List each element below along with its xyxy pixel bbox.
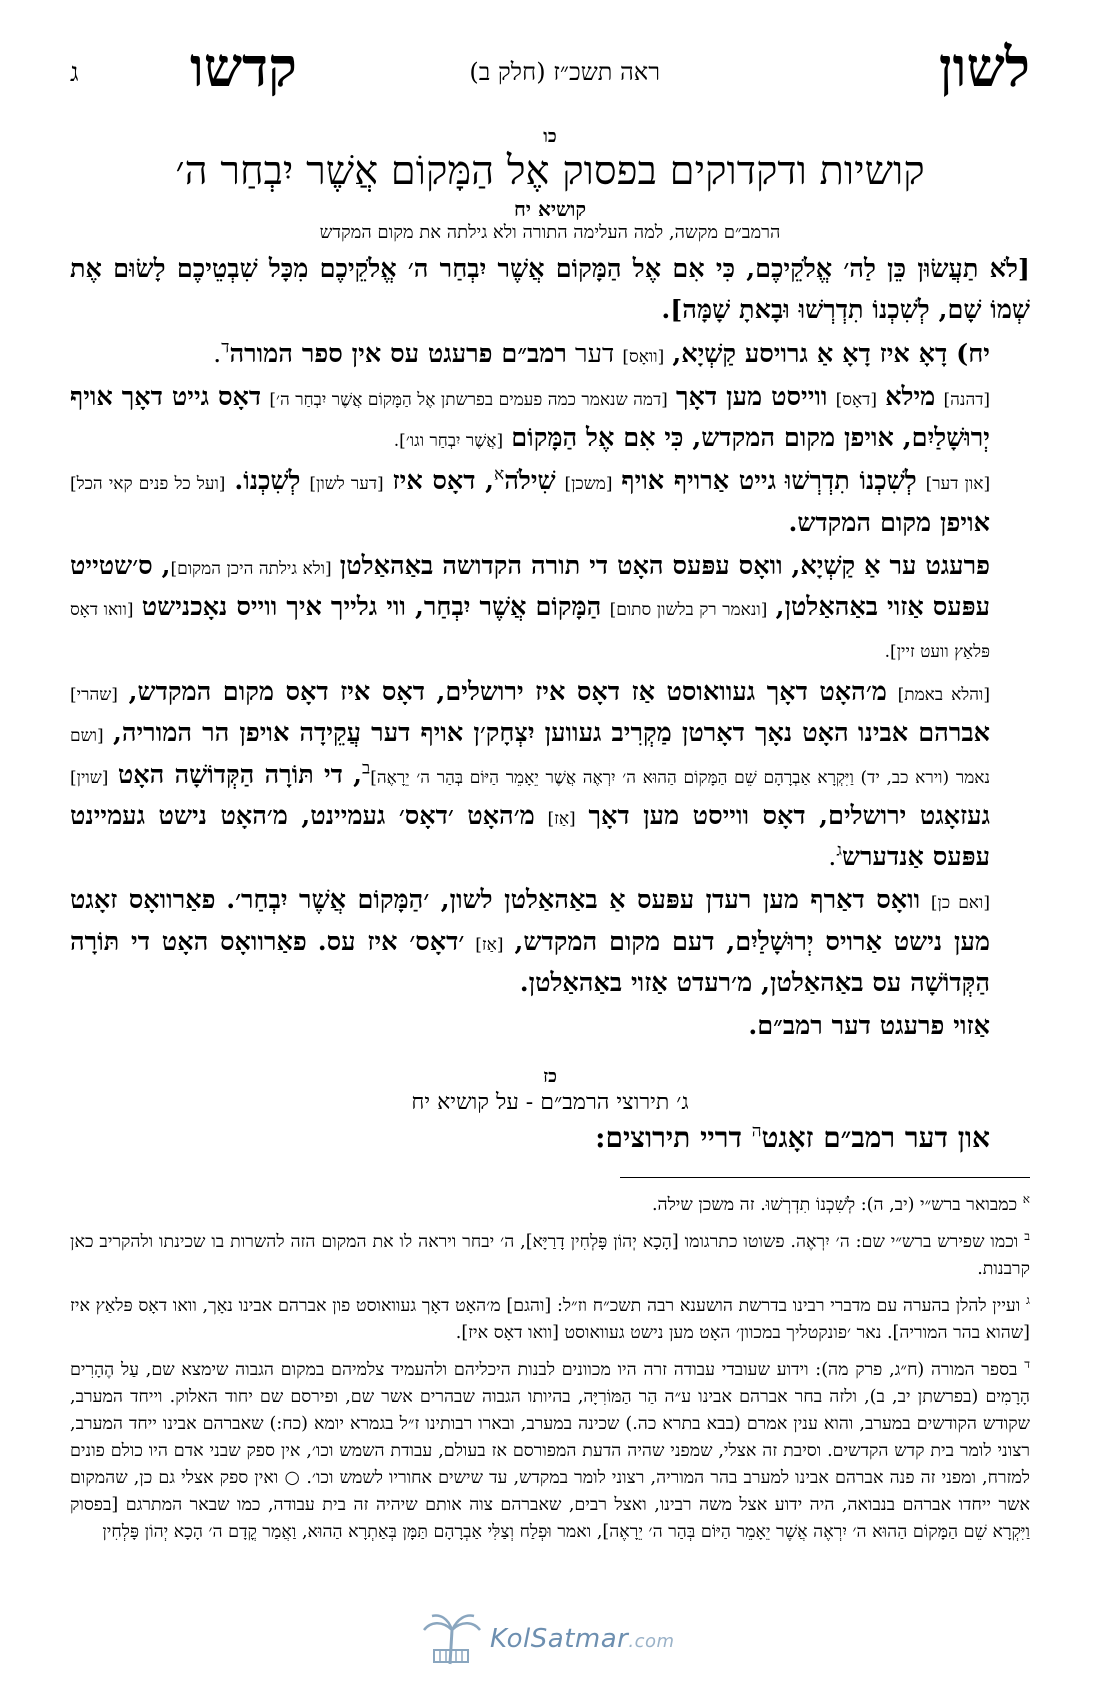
- paragraph-moriah: [והלא באמת] מ׳האָט דאָך געוואוסט אַז דאָס איז ירושלים, דאָס איז דאָס מקום המקדש, [שהרי] אברהם אבינו האָט נאָך דאָרטן מַקְרִיב געווען יִצְחָק׳ן אויף דער עֲקֵידָה אויפן הר המוריה, [ושם נאמר (וירא כב, יד) וַיִּקְרָא אַבְרָהָם שֵׁם הַמָּקוֹם הַהוּא ה׳ יִרְאֶה אֲשֶׁר יֵאָמֵר הַיּוֹם בְּהַר ה׳ יֵרָאֶה]$^ב$, די תּוֹרָה הַקְּדוֹשָׁה האָט [שוין] געזאָגט ירושלים, דאָס ווייסט מען דאָך [אַז] מ׳האָט ׳דאָס׳ געמיינט, מ׳האָט נישט געמיינט עפּעס אַנדערש$^ג$.: [70, 676, 991, 873]
- answer-line: און דער רמב״ם זאָגט$^ה$ דריי תירוצים:: [595, 1120, 990, 1154]
- paragraph-18: יח) דָאָ איז דָאָ אַ גרויסע קַשְׁיָא, [וואָס] דער רמב״ם פרעגט עס אין ספר המורה$^ד$.: [213, 337, 990, 369]
- watermark-text: KolSatmar.com: [490, 1624, 675, 1654]
- section2-title: ג׳ תירוצי הרמב״ם - על קושיא יח: [411, 1089, 689, 1115]
- header-lashon: לשון: [938, 35, 1030, 99]
- question-description: הרמב״ם מקשה, למה העלימה התורה ולא גילתה את מקום המקדש: [319, 222, 781, 243]
- section2-number: כז: [543, 1065, 557, 1087]
- running-header: [70, 35, 1030, 120]
- question-label: קושיא יח: [513, 197, 587, 221]
- main-text: [70, 249, 1030, 1048]
- paragraph-kashya: פרעגט ער אַ קַשְׁיָא, וואָס עפּעס האָט די תורה הקדושה באַהאַלטן [ולא גילתה היכן המקום], ס׳שטייט עפּעס אַזוי באַהאַלטן, [ונאמר רק בלשון סתום] הַמָּקוֹם אֲשֶׁר יִבְחַר, ווי גלייך איך ווייס נאָכנישט [וואו דאָס פּלאַץ וועט זיין].: [70, 551, 991, 662]
- kolsatmar-watermark: [410, 1610, 710, 1670]
- verse-text: [לֹא תַעֲשׂוּן כֵּן לַה׳ אֱלֹקֵיכֶם, כִּי אִם אֶל הַמָּקוֹם אֲשֶׁר יִבְחַר ה׳ אֱלֹקֵיכֶם מִכָּל שִׁבְטֵיכֶם לָשׂוּם אֶת שְׁמוֹ שָׁם, לְשִׁכְנוֹ תִדְרְשׁוּ וּבָאתָ שָׁמָּה].: [70, 254, 1030, 326]
- paragraph-closing: אַזוי פרעגט דער רמב״ם.: [748, 1011, 990, 1042]
- header-kodsho: קדשו: [190, 35, 297, 99]
- paragraph-hinei: [דהנה] מילא [דאָס] ווייסט מען דאָך [דמה שנאמר כמה פעמים בפרשתן אֶל הַמָּקוֹם אֲשֶׁר יִבְחַר ה׳] דאָס גייט דאָך אויף יְרוּשָׁלַיִם, אויפן מקום המקדש, כִּי אִם אֶל הַמָּקוֹם [אֲשֶׁר יִבְחַר וגו׳].: [70, 381, 991, 454]
- footnote-ref: ב: [362, 758, 371, 779]
- section-title: קושיות ודקדוקים בפסוק אֶל הַמָּקוֹם אֲשֶׁר יִבְחַר ה׳: [175, 148, 925, 194]
- footnote: $^א$ כמבואר ברש״י (יב, ה): לְשִׁכְנוֹ תִדְרְשׁוּ. זה משכן שילה.: [651, 1191, 1030, 1215]
- footnote-ref: א: [494, 464, 505, 485]
- page-number: ג: [70, 58, 79, 88]
- paragraph-shilo: [און דער] לְשִׁכְנוֹ תִדְרְשׁוּ גייט אַרויף אויף [משכן] שִׁילֹה$^א$, דאָס איז [דער לשון] לְשִׁכְנוֹ. [ועל כל פנים קאי הכל] אויפן מקום המקדש.: [70, 464, 991, 538]
- paragraph-conclusion: [ואם כן] וואָס דאַרף מען רעדן עפּעס אַ באַהאַלטן לשון, ׳הַמָּקוֹם אֲשֶׁר יִבְחַר׳. פאַרוואָס זאָגט מען נישט אַרויס יְרוּשָׁלַיִם, דעם מקום המקדש, [אַז] ׳דאָס׳ איז עס. פאַרוואָס האָט די תּוֹרָה הַקְּדוֹשָׁה עס באַהאַלטן, מ׳רעדט אַזוי באַהאַלטן.: [70, 885, 991, 999]
- palm-tree-logo-icon: [416, 1610, 486, 1666]
- footnote-ref: ג: [836, 840, 842, 861]
- footnote: $^ב$ וכמו שפירש ברש״י שם: ה׳ יִרְאֶה. פשוטו כתרגומו [הָכָא יְהוֹן פָּלְחִין דָרַיָּא], ה׳ יבחר ויראה לו את המקום הזה להשרות בו שכינתו ולהקריב כאן קרבנות.: [70, 1228, 1030, 1279]
- section-number: כו: [543, 126, 557, 147]
- verse-paragraph: [70, 249, 1030, 332]
- footnote-ref: ה: [751, 1121, 762, 1142]
- page: [70, 35, 1030, 1680]
- footnote-ref: ד: [221, 337, 230, 358]
- footnote: $^ג$ ועיין להלן בהערה עם מדברי רבינו בדרשת הושענא רבה תשכ״ח וז״ל: [והגם] מ׳האָט דאָך געוואוסט פון אברהם אבינו נאָך, וואו דאָס פּלאַץ איז [שהוא בהר המוריה]. נאר ׳פונקטליך במכוון׳ האָט מען נישט געוואוסט [וואו דאָס איז].: [70, 1292, 1030, 1343]
- header-parsha: ראה תשכ״ז (חלק ב): [469, 58, 660, 86]
- footnote: $^ד$ בספר המורה (ח״ג, פרק מה): וידוע שעובדי עבודה זרה היו מכוונים לבנות היכליהם ולהעמיד צלמיהם במקום הגבוה שימצא שם, עַל הֶהָרִים הָרָמִים (בפרשתן יב, ב), ולזה בחר אברהם אבינו ע״ה הַר הַמּוֹרִיָּה, בהיותו הגבוה שבהרים אשר שם, ופירסם שם יחוד האלוק. וייחד המערב, שקודש הקודשים במערב, והוא ענין אמרם (בבא בתרא כה.) שכינה במערב, ובארו רבותינו ז״ל בגמרא יומא (כח:) שאברהם אבינו ייחד המערב, רצוני לומר בית קדש הקדשים. וסיבת זה אצלי, שמפני שהיה הדעת המפורסם אז בעולם, עבודת השמש וכו׳, אין ספק שבני אדם היו כולם פונים למזרח, ומפני זה פנה אברהם אבינו למערב בהר המוריה, רצוני לומר במקדש, עד שישים אחוריו לשמש וכו׳. ○ ואין ספק אצלי גם כן, שהמקום אשר ייחדו אברהם בנבואה, היה ידוע אצל משה רבינו, ואצל רבים, שאברהם צוה אותם שיהיה זה בית עבודה, כמו שבאר המתרגם [בפסוק וַיִּקְרָא שֵׁם הַמָּקוֹם הַהוּא ה׳ יִרְאֶה אֲשֶׁר יֵאָמֵר הַיּוֹם בְּהַר ה׳ יֵרָאֶה], ואמר וּפְלַח וְצַלִּי אַבְרָהָם תַּמָּן בְּאַתְרָא הַהוּא, וַאֲמַר קֳדָם ה׳ הָכָא יְהוֹן פָּלְחִין: [70, 1356, 1030, 1543]
- footnote-divider: [620, 1177, 1030, 1178]
- footnotes: [70, 1190, 1030, 1547]
